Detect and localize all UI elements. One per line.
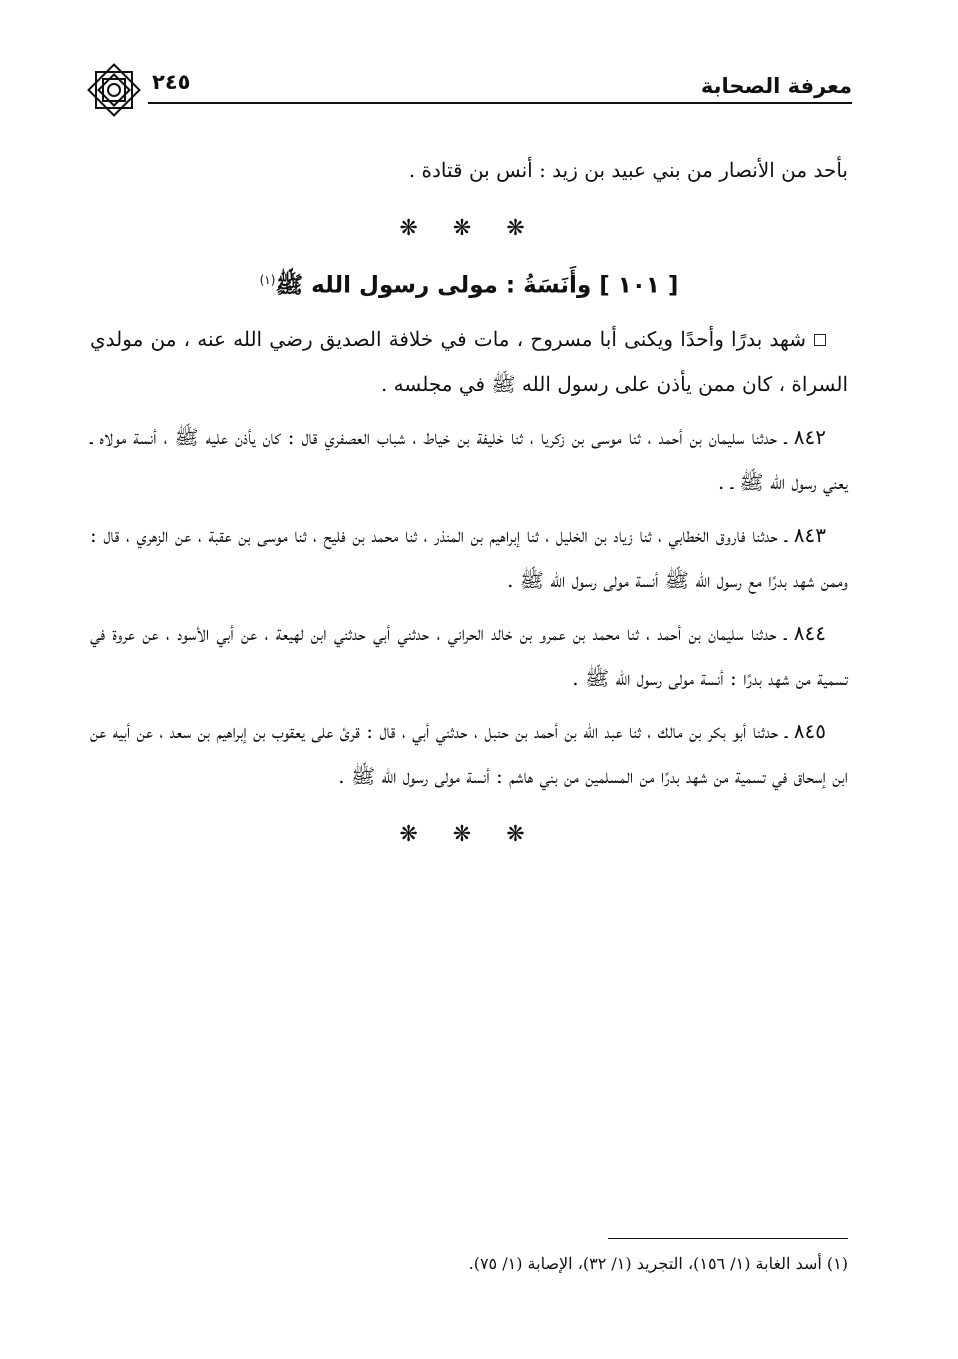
star-ornament-icon bbox=[82, 58, 146, 122]
hadith-842: ٨٤٢ ـ حدثنا سليمان بن أحمد ، ثنا موسى بن زكريا ، ثنا خليفة بن خياط ، شباب العصفري قال : كان يأذن عليه ﷺ ، أنسة مولاه ـ يعني رسول الله ﷺ ـ . bbox=[90, 424, 848, 494]
square-bullet-icon bbox=[814, 334, 826, 346]
header-rule bbox=[148, 102, 852, 104]
footnote-marker: (١) bbox=[259, 273, 276, 287]
entry-description-text: شهد بدرًا وأحدًا ويكنى أبا مسروح ، مات في خلافة الصديق رضي الله عنه ، من مولدي السراة ، كان ممن يأذن على رسول الله ﷺ في مجلسه . bbox=[90, 326, 848, 396]
page-number: ٢٤٥ bbox=[152, 70, 191, 94]
section-separator: ❋ ❋ ❋ bbox=[399, 216, 539, 241]
book-title: معرفة الصحابة bbox=[700, 74, 852, 98]
page-body bbox=[90, 148, 848, 863]
hadith-844: ٨٤٤ ـ حدثنا سليمان بن أحمد ، ثنا محمد بن عمرو بن خالد الحراني ، حدثني أبي حدثني ابن لهيعة ، عن أبي الأسود ، عن عروة في تسمية من شهد بدرًا : أنسة مولى رسول الله ﷺ . bbox=[90, 620, 848, 690]
intro-line: بأحد من الأنصار من بني عبيد بن زيد : أنس بن قتادة . bbox=[408, 158, 848, 182]
entry-heading-text: [ ١٠١ ] وأَنَسَةُ : مولى رسول الله ﷺ bbox=[275, 272, 679, 299]
footnote: (١) أسد الغابة (١/ ١٥٦)، التجريد (١/ ٣٢)، الإصابة (١/ ٧٥). bbox=[468, 1254, 848, 1273]
page-header bbox=[82, 58, 852, 128]
entry-description bbox=[90, 317, 848, 407]
hadith-845: ٨٤٥ ـ حدثنا أبو بكر بن مالك ، ثنا عبد الله بن أحمد بن حنبل ، حدثني أبي ، قال : قرئ على يعقوب بن إبراهيم بن سعد ، عن أبيه عن ابن إسحاق في تسمية من شهد بدرًا من المسلمين من بني هاشم : أنسة مولى رسول الله ﷺ . bbox=[90, 718, 848, 788]
footnote-rule bbox=[608, 1238, 848, 1239]
hadith-843: ٨٤٣ ـ حدثنا فاروق الخطابي ، ثنا زياد بن الخليل ، ثنا إبراهيم بن المنذر ، ثنا محمد بن فليح ، ثنا موسى بن عقبة ، عن الزهري ، قال : وممن شهد بدرًا مع رسول الله ﷺ أنسة مولى رسول الله ﷺ . bbox=[90, 522, 848, 592]
entry-heading bbox=[90, 257, 848, 309]
section-separator-end: ❋ ❋ ❋ bbox=[399, 821, 539, 847]
